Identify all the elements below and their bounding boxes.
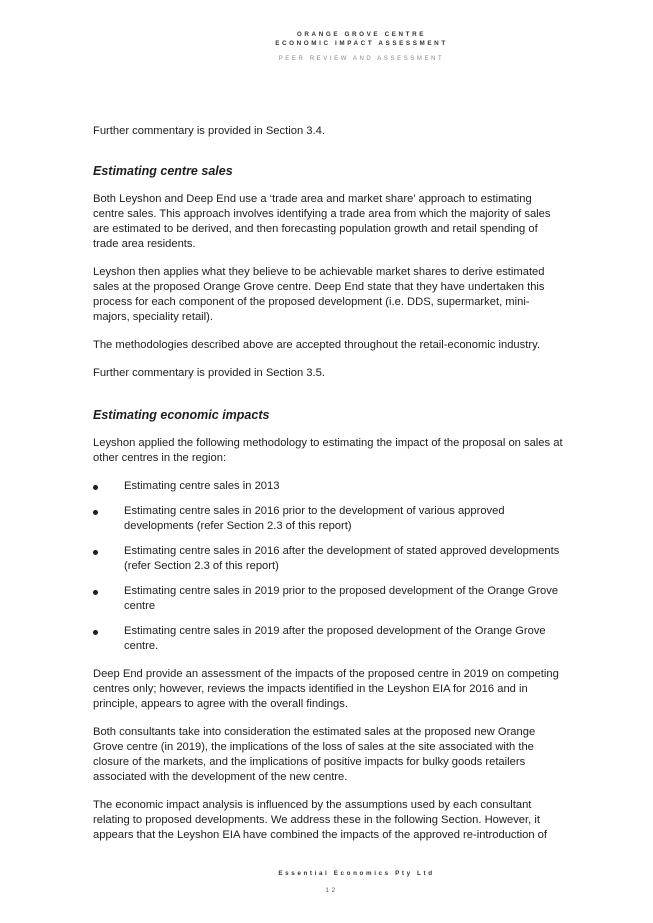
list-item	[93, 544, 563, 574]
header-title-line2: ECONOMIC IMPACT ASSESSMENT	[275, 40, 448, 47]
list-item-text: Estimating centre sales in 2016 prior to the development of various approved developments (refer Section 2.3 of this report)	[124, 505, 505, 532]
bullet-icon	[93, 590, 98, 595]
paragraph: Further commentary is provided in Section 3.5.	[93, 367, 325, 379]
list-item	[93, 584, 563, 614]
footer-company: Essential Economics Pty Ltd	[278, 870, 435, 877]
paragraph: The economic impact analysis is influenced by the assumptions used by each consultant relating to proposed developments. We address these in the following Section. However, it appears that the Leyshon EIA have combined the impacts of the approved re-introduction of	[93, 799, 547, 841]
header-title-line1: ORANGE GROVE CENTRE	[296, 31, 427, 38]
header-subtitle: PEER REVIEW AND ASSESSMENT	[278, 56, 445, 62]
paragraph: Both Leyshon and Deep End use a ‘trade area and market share’ approach to estimating centre sales. This approach involves identifying a trade area from which the majority of sales are estimated to be derived, and then forecasting population growth and retail spending of trade area residents.	[93, 193, 551, 250]
section-heading-centre-sales: Estimating centre sales	[93, 164, 233, 178]
list-item-text: Estimating centre sales in 2019 after the proposed development of the Orange Grove centre.	[124, 625, 546, 652]
page-body	[93, 124, 563, 856]
paragraph: Deep End provide an assessment of the impacts of the proposed centre in 2019 on competing centres only; however, reviews the impacts identified in the Leyshon EIA for 2016 and in principle, appears to agree with the overall findings.	[93, 668, 559, 710]
section-heading-economic-impacts: Estimating economic impacts	[93, 408, 270, 422]
bullet-icon	[93, 550, 98, 555]
list-item	[93, 624, 563, 654]
paragraph: Both consultants take into consideration the estimated sales at the proposed new Orange Grove centre (in 2019), the implications of the loss of sales at the site associated with the closure of the markets, and the implications of positive impacts for bulky goods retailers associated with the development of the new centre.	[93, 726, 536, 783]
bullet-icon	[93, 485, 98, 490]
page-number: 12	[325, 887, 338, 894]
paragraph: Leyshon applied the following methodology to estimating the impact of the proposal on sales at other centres in the region:	[93, 437, 563, 464]
bullet-icon	[93, 630, 98, 635]
intro-paragraph: Further commentary is provided in Section 3.4.	[93, 125, 325, 137]
paragraph: The methodologies described above are accepted throughout the retail-economic industry.	[93, 339, 540, 351]
page-header	[0, 30, 653, 62]
list-item-text: Estimating centre sales in 2019 prior to the proposed development of the Orange Grove centre	[124, 585, 559, 612]
list-item	[93, 479, 563, 494]
paragraph: Leyshon then applies what they believe to be achievable market shares to derive estimated sales at the proposed Orange Grove centre. Deep End state that they have undertaken this process for each component of the proposed development (i.e. DDS, supermarket, mini-majors, speciality retail).	[93, 266, 545, 323]
list-item	[93, 504, 563, 534]
bullet-icon	[93, 510, 98, 515]
list-item-text: Estimating centre sales in 2013	[124, 480, 280, 492]
methodology-list	[93, 479, 563, 654]
list-item-text: Estimating centre sales in 2016 after the development of stated approved developments (refer Section 2.3 of this report)	[124, 545, 560, 572]
page-footer	[0, 870, 653, 894]
